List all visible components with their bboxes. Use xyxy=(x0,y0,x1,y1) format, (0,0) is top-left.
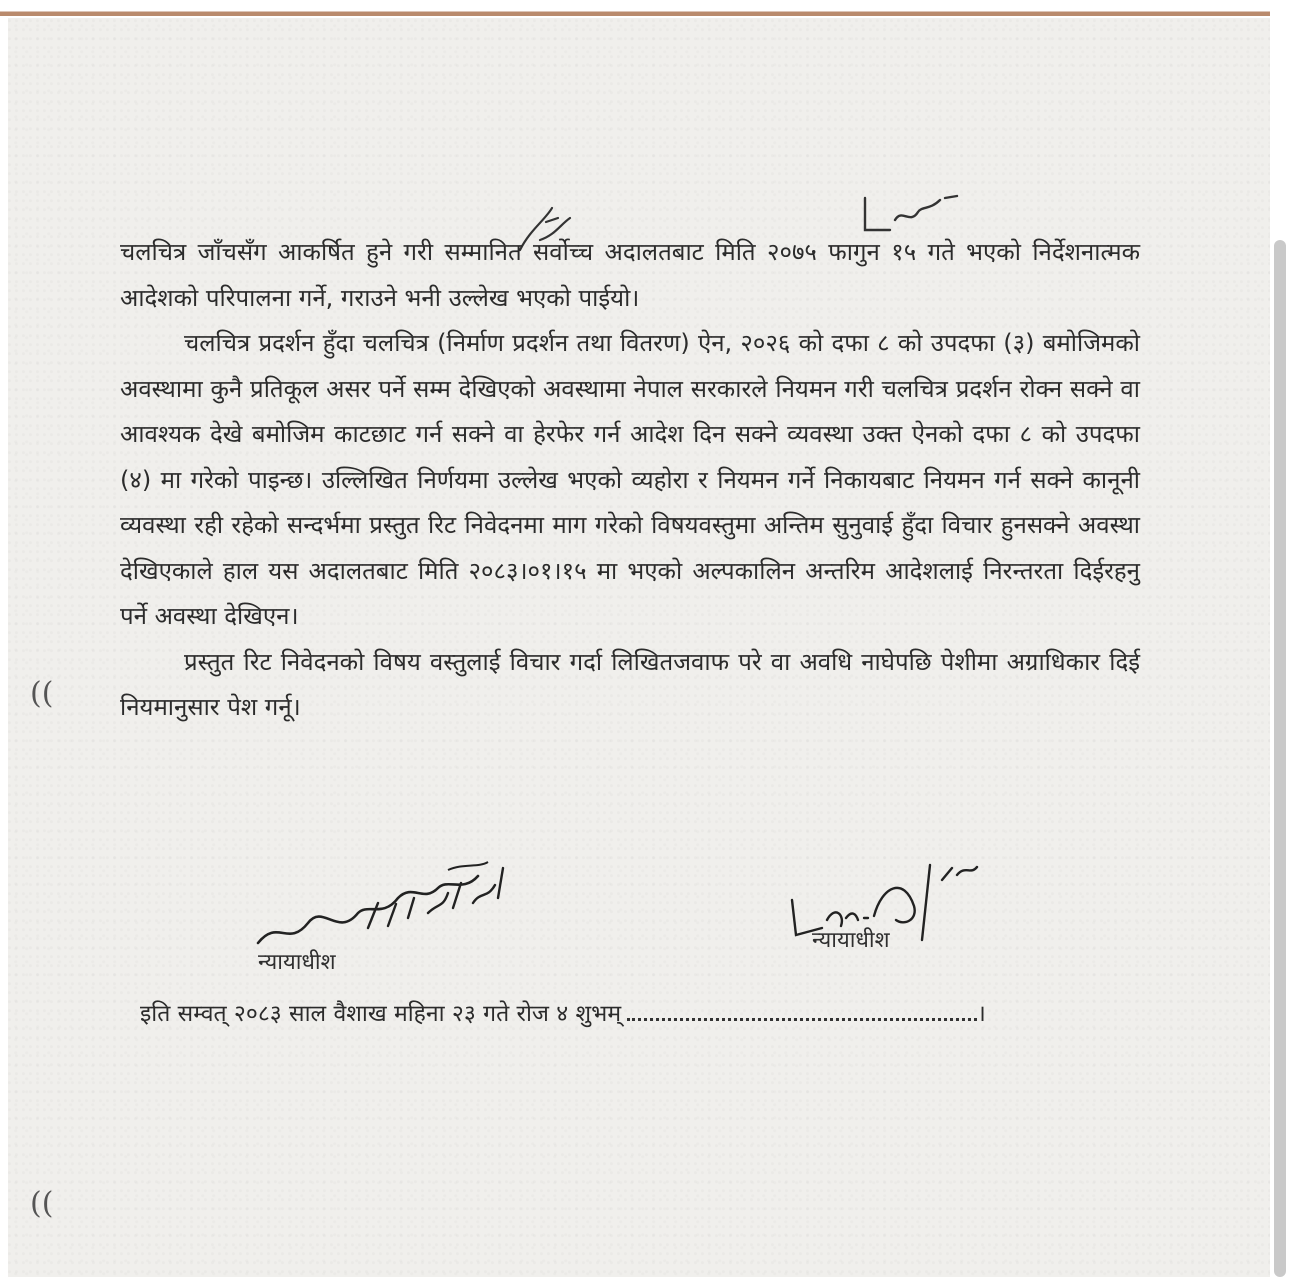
scrollbar[interactable] xyxy=(1270,0,1290,1277)
scrollbar-thumb[interactable] xyxy=(1274,240,1286,1277)
paragraph-2: चलचित्र प्रदर्शन हुँदा चलचित्र (निर्माण प्रदर्शन तथा वितरण) ऐन, २०२६ को दफा ८ को उपदफा (३) बमोजिमको अवस्थामा कुनै प्रतिकूल असर पर्ने सम्म देखिएको अवस्थामा नेपाल सरकारले नियमन गरी चलचित्र प्रदर्शन रोक्न सक्ने वा आवश्यक देखे बमोजिम काटछाट गर्न सक्ने वा हेरफेर गर्न आदेश दिन सक्ने व्यवस्था उक्त ऐनको दफा ८ को उपदफा (४) मा गरेको पाइन्छ। उल्लिखित निर्णयमा उल्लेख भएको व्यहोरा र नियमन गर्ने निकायबाट नियमन गर्न सक्ने कानूनी व्यवस्था रही रहेको सन्दर्भमा प्रस्तुत रिट निवेदनमा माग गरेको विषयवस्तुमा अन्तिम सुनुवाई हुँदा विचार हुनसक्ने अवस्था देखिएकाले हाल यस अदालतबाट मिति २०८३।०१।१५ मा भएको अल्पकालिन अन्तरिम आदेशलाई निरन्तरता दिईरहनु पर्ने अवस्था देखिएन। xyxy=(120,329,1140,630)
margin-mark-1: (( xyxy=(30,676,54,711)
footer-end-mark: । xyxy=(977,1001,986,1027)
footer-text: इति सम्वत् २०८३ साल वैशाख महिना २३ गते रोज ४ शुभम् xyxy=(140,1001,622,1027)
footer-dotted-rule xyxy=(627,1000,977,1021)
order-body xyxy=(120,230,1140,731)
paragraph-1: चलचित्र जाँचसँग आकर्षित हुने गरी सम्मानित सर्वोच्च अदालतबाट मिति २०७५ फागुन १५ गते भएको निर्देशनात्मक आदेशको परिपालना गर्ने, गराउने भनी उल्लेख भएको पाईयो। xyxy=(120,238,1140,312)
top-border xyxy=(0,0,1282,16)
paragraph-3: प्रस्तुत रिट निवेदनको विषय वस्तुलाई विचार गर्दा लिखितजवाफ परे वा अवधि नाघेपछि पेशीमा अग्राधिकार दिई नियमानुसार पेश गर्नू। xyxy=(120,647,1140,721)
left-judge-title: न्यायाधीश xyxy=(258,950,336,975)
right-judge-title: न्यायाधीश xyxy=(812,928,890,953)
margin-mark-2: (( xyxy=(30,1186,54,1221)
footer-date-line xyxy=(140,996,1150,1028)
